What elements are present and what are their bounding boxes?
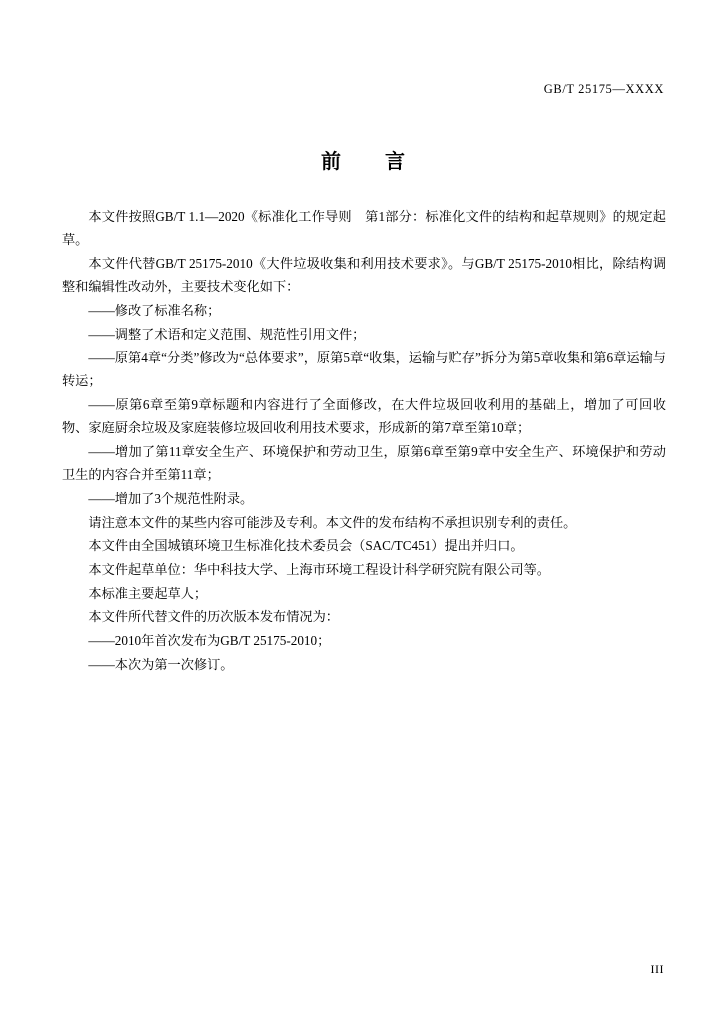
- paragraph: ——增加了3个规范性附录。: [88, 490, 254, 506]
- paragraph: ——增加了第11章安全生产、环境保护和劳动卫生，原第6章至第9章中安全生产、环境保护和劳动卫生的内容合并至第11章；: [62, 444, 666, 483]
- paragraph: 本文件由全国城镇环境卫生标准化技术委员会（SAC/TC451）提出并归口。: [88, 538, 524, 554]
- paragraph: 本文件代替GB/T 25175-2010《大件垃圾收集和利用技术要求》。与GB/T 25175-2010相比，除结构调整和编辑性改动外，主要技术变化如下：: [62, 255, 666, 295]
- paragraph: 本标准主要起草人；: [88, 585, 208, 601]
- header-standard-number: GB/T 25175—XXXX: [543, 82, 664, 96]
- paragraph: ——原第4章“分类”修改为“总体要求”，原第5章“收集，运输与贮存”拆分为第5章收集和第6章运输与转运；: [62, 350, 666, 389]
- paragraph: ——本次为第一次修订。: [88, 656, 234, 672]
- paragraph: 请注意本文件的某些内容可能涉及专利。本文件的发布结构不承担识别专利的责任。: [88, 514, 577, 530]
- page-number: III: [650, 962, 664, 976]
- paragraph: ——修改了标准名称；: [88, 302, 221, 318]
- paragraph: 本文件所代替文件的历次版本发布情况为：: [88, 609, 339, 625]
- paragraph: ——调整了术语和定义范围、规范性引用文件；: [88, 326, 366, 342]
- paragraph: 本文件起草单位：华中科技大学、上海市环境工程设计科学研究院有限公司等。: [88, 562, 550, 578]
- foreword-body: [62, 205, 666, 677]
- paragraph: 本文件按照GB/T 1.1—2020《标准化工作导则 第1部分：标准化文件的结构和起草规则》的规定起草。: [62, 209, 666, 248]
- paragraph: ——2010年首次发布为GB/T 25175-2010；: [88, 633, 331, 649]
- paragraph: ——原第6章至第9章标题和内容进行了全面修改，在大件垃圾回收利用的基础上，增加了可回收物、家庭厨余垃圾及家庭装修垃圾回收利用技术要求，形成新的第7章至第10章；: [62, 397, 666, 436]
- page-title: 前 言: [321, 151, 417, 173]
